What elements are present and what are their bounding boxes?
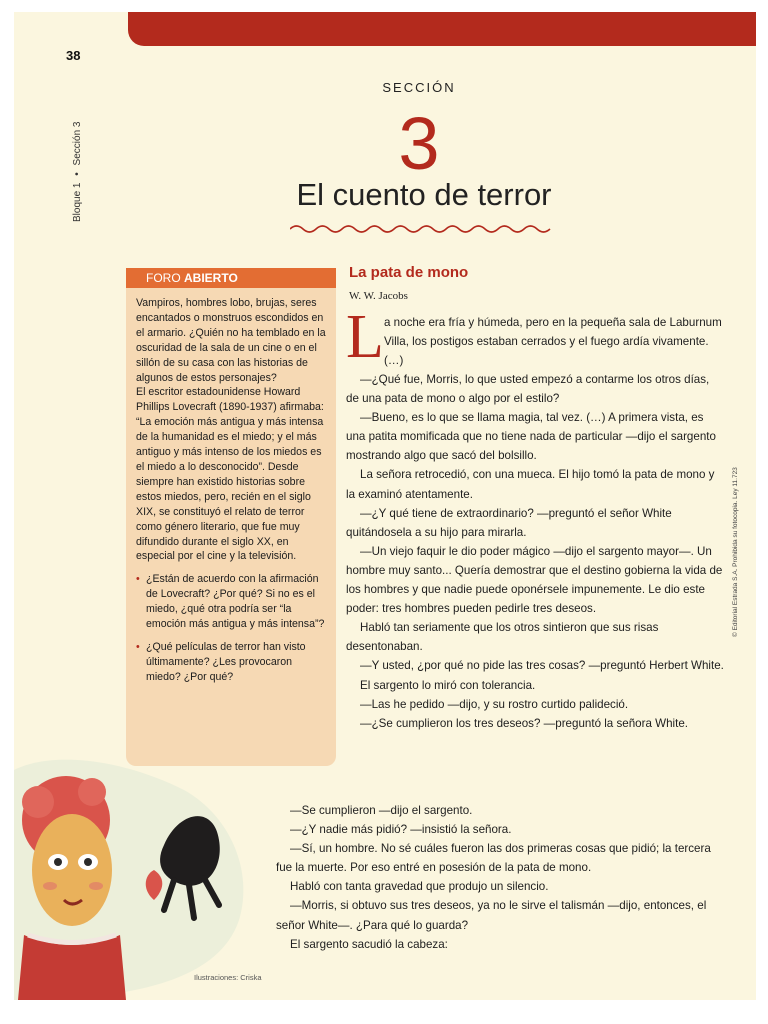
foro-abierto-header: FORO ABIERTO bbox=[126, 268, 336, 288]
foro-abierto-box bbox=[126, 288, 336, 766]
foro-intro: Vampiros, hombres lobo, brujas, seres encantados o monstruos escondidos en el armario. ¿Quién no ha temblado en la oscuridad de la sala de un cine o en el sillón de su casa con las historias de algunos de estos personajes? bbox=[136, 297, 326, 384]
book-page bbox=[14, 12, 756, 1000]
section-kicker: SECCIÓN bbox=[382, 80, 456, 95]
story-title: La pata de mono bbox=[349, 264, 469, 281]
foro-question-2: • ¿Qué películas de terror han visto últimamente? ¿Les provocaron miedo? ¿Por qué? bbox=[136, 640, 326, 685]
story-column-upper: —¿Qué fue, Morris, lo que usted empezó a contarme los otros días, de una pata de mono o algo por el estilo? —Bueno, es lo que se llama magia, tal vez. (…) A primera vista, es una patita momificada que no tiene nada de particular —dijo el sargento mostrando algo que sacó del bolsillo. La señora retrocedió, con una mueca. El hijo tomó la pata de mono y la examinó atentamente. —¿Y qué tiene de extraordinario? —preguntó el señor White quitándosela a su hijo para mirarla. —Un viejo faquir le dio poder mágico —dijo el sargento mayor—. Un hombre muy santo... Quería demostrar que el destino gobierna la vida de los hombres y que nadie puede oponérsele impunemente. Le dio este poder: tres hombres pueden pedirle tres deseos. Habló tan seriamente que los otros sintieron que sus risas desentonaban. —Y usted, ¿por qué no pide las tres cosas? —preguntó Herbert White. El sargento lo miró con tolerancia. —Las he pedido —dijo, y su rostro curtido palideció. —¿Se cumplieron los tres deseos? —preguntó la señora White. bbox=[346, 373, 724, 730]
foro-question-1: • ¿Están de acuerdo con la afirmación de Lovecraft? ¿Por qué? Si no es el miedo, ¿qué otra podría ser “la emoción más antigua y más intensa”? bbox=[136, 572, 326, 632]
top-color-band bbox=[128, 12, 756, 46]
page-number: 38 bbox=[66, 48, 81, 63]
story-paragraph-1: a noche era fría y húmeda, pero en la pequeña sala de Laburnum Villa, los postigos estaban cerrados y el fuego ardía vivamente. (…) bbox=[384, 316, 722, 368]
story-column-lower: —Se cumplieron —dijo el sargento. —¿Y nadie más pidió? —insistió la señora. —Sí, un hombre. No sé cuáles fueron las dos primeras cosas que pidió; la tercera fue la muerte. Por eso entré en posesión de la pata de mono. Habló con tanta gravedad que produjo un silencio. —Morris, si obtuvo sus tres deseos, ya no le sirve el talismán —dijo, entonces, el señor White—. ¿Para qué lo guarda? El sargento sacudió la cabeza: bbox=[276, 804, 711, 951]
decorative-squiggle bbox=[290, 223, 552, 235]
copyright-notice: © Editorial Estrada S.A. Prohibida su fotocopia. Ley 11.723 bbox=[732, 467, 739, 637]
illustration-credit: Ilustraciones: Criska bbox=[194, 973, 262, 982]
side-section-label: Bloque 1 • Sección 3 bbox=[72, 121, 83, 222]
foro-body: El escritor estadounidense Howard Phillips Lovecraft (1890-1937) afirmaba: “La emoción más antigua y más intensa de la humanidad es el miedo; y el más antiguo y más intenso de los miedos es el miedo a lo desconocido”. Desde siempre han existido historias sobre estos miedos, pero, recién en el siglo XIX, se constituyó el relato de terror como género literario, que fue muy difundido durante el siglo XX, en especial por el cine y la televisión. bbox=[136, 386, 324, 563]
story-author: W. W. Jacobs bbox=[349, 290, 408, 302]
section-title: El cuento de terror bbox=[296, 177, 552, 212]
illustration-girl-and-monkey-paw bbox=[14, 750, 254, 1000]
section-number: 3 bbox=[398, 102, 440, 185]
drop-cap: L bbox=[346, 303, 384, 371]
